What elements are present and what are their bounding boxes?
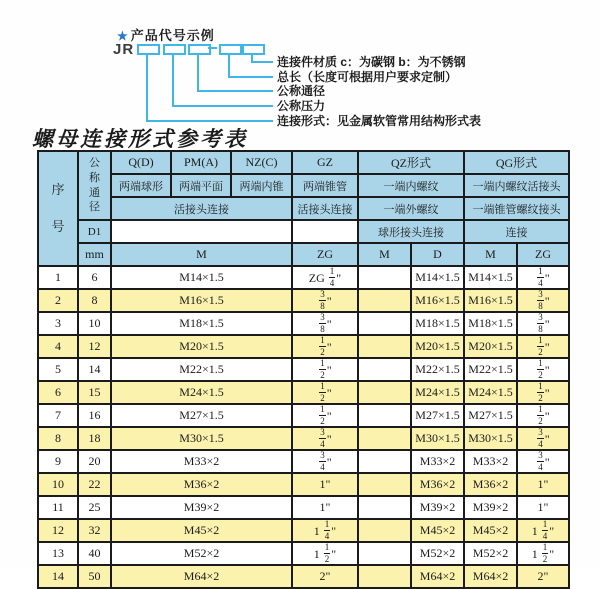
qz-d-value-cell: M27×1.5 bbox=[411, 404, 464, 427]
seq-cell: 8 bbox=[38, 427, 78, 450]
code-dash bbox=[208, 47, 217, 49]
header-nz-code: NZ(C) bbox=[231, 151, 292, 174]
qg-zg-value-cell: $\frac{1}{2}$ " bbox=[517, 358, 569, 381]
seq-cell: 5 bbox=[38, 358, 78, 381]
qg-m-value-cell: M33×2 bbox=[464, 450, 517, 473]
qz-d-value-cell: M36×2 bbox=[411, 473, 464, 496]
qg-m-value-cell: M45×2 bbox=[464, 519, 517, 542]
table-header bbox=[38, 151, 569, 266]
qg-m-value-cell: M24×1.5 bbox=[464, 381, 517, 404]
m-value-cell: M20×1.5 bbox=[111, 335, 292, 358]
diagram-title-text: 产品代号示例 bbox=[130, 28, 215, 43]
table-title: 螺母连接形式参考表 bbox=[32, 126, 248, 151]
star-icon: ★ bbox=[117, 29, 129, 43]
leader-line bbox=[146, 120, 273, 122]
qg-m-value-cell: M30×1.5 bbox=[464, 427, 517, 450]
qz-m-value-cell bbox=[358, 496, 411, 519]
zg-value-cell: $\frac{1}{2}$ " bbox=[292, 381, 358, 404]
code-box-1 bbox=[137, 44, 160, 55]
qg-m-value-cell: M16×1.5 bbox=[464, 289, 517, 312]
table-body bbox=[38, 266, 569, 588]
mm-cell: 22 bbox=[78, 473, 111, 496]
qz-m-value-cell bbox=[358, 404, 411, 427]
code-box-5 bbox=[242, 44, 265, 55]
seq-cell: 12 bbox=[38, 519, 78, 542]
zg-value-cell: 1" bbox=[292, 473, 358, 496]
table-row bbox=[38, 496, 569, 519]
leader-line bbox=[172, 53, 174, 106]
qz-m-value-cell bbox=[358, 473, 411, 496]
table-row bbox=[38, 427, 569, 450]
qg-m-value-cell: M39×2 bbox=[464, 496, 517, 519]
m-value-cell: M22×1.5 bbox=[111, 358, 292, 381]
mm-cell: 14 bbox=[78, 358, 111, 381]
mm-cell: 50 bbox=[78, 565, 111, 588]
qz-d-value-cell: M18×1.5 bbox=[411, 312, 464, 335]
header-qg-desc1: 一端内螺纹活接头 bbox=[464, 174, 569, 197]
leader-line bbox=[197, 90, 273, 92]
label-nominal-diameter: 公称通径 bbox=[277, 84, 326, 98]
table-row bbox=[38, 473, 569, 496]
qz-m-value-cell bbox=[358, 519, 411, 542]
mm-cell: 16 bbox=[78, 404, 111, 427]
mm-cell: 25 bbox=[78, 496, 111, 519]
m-value-cell: M18×1.5 bbox=[111, 312, 292, 335]
m-value-cell: M30×1.5 bbox=[111, 427, 292, 450]
header-qg-code: QG形式 bbox=[464, 151, 569, 174]
m-value-cell: M52×2 bbox=[111, 542, 292, 565]
qg-zg-value-cell: $\frac{3}{4}$ " bbox=[517, 427, 569, 450]
qz-m-value-cell bbox=[358, 266, 411, 289]
qz-d-value-cell: M64×2 bbox=[411, 565, 464, 588]
header-q-code: Q(D) bbox=[111, 151, 171, 174]
zg-value-cell: 1 $\frac{1}{2}$ " bbox=[292, 542, 358, 565]
seq-cell: 7 bbox=[38, 404, 78, 427]
m-value-cell: M14×1.5 bbox=[111, 266, 292, 289]
qg-m-value-cell: M22×1.5 bbox=[464, 358, 517, 381]
header-qg-unit1: M bbox=[464, 243, 517, 266]
qz-d-value-cell: M14×1.5 bbox=[411, 266, 464, 289]
leader-line bbox=[251, 61, 273, 63]
m-value-cell: M64×2 bbox=[111, 565, 292, 588]
seq-cell: 11 bbox=[38, 496, 78, 519]
header-pm-code: PM(A) bbox=[171, 151, 231, 174]
header-blank-cell bbox=[111, 220, 292, 243]
table-row bbox=[38, 289, 569, 312]
qz-m-value-cell bbox=[358, 358, 411, 381]
table-row bbox=[38, 335, 569, 358]
qg-zg-value-cell: 2" bbox=[517, 565, 569, 588]
reference-table bbox=[37, 150, 570, 589]
table-row bbox=[38, 565, 569, 588]
header-m-unit: M bbox=[111, 243, 292, 266]
header-blank-cell bbox=[292, 220, 358, 243]
zg-value-cell: $\frac{1}{2}$ " bbox=[292, 404, 358, 427]
qg-zg-value-cell: $\frac{3}{8}$ " bbox=[517, 312, 569, 335]
label-total-length: 总长（长度可根据用户要求定制） bbox=[277, 70, 458, 84]
mm-cell: 20 bbox=[78, 450, 111, 473]
m-value-cell: M45×2 bbox=[111, 519, 292, 542]
qg-zg-value-cell: 1" bbox=[517, 496, 569, 519]
qg-zg-value-cell: 1 $\frac{1}{4}$ " bbox=[517, 519, 569, 542]
header-union-connection: 活接头连接 bbox=[111, 197, 292, 220]
code-box-3 bbox=[188, 44, 211, 55]
qz-d-value-cell: M24×1.5 bbox=[411, 381, 464, 404]
mm-cell: 18 bbox=[78, 427, 111, 450]
m-value-cell: M39×2 bbox=[111, 496, 292, 519]
qg-zg-value-cell: $\frac{3}{4}$ " bbox=[517, 450, 569, 473]
header-qg-desc2: 一端锥管螺纹接头 bbox=[464, 197, 569, 220]
seq-cell: 6 bbox=[38, 381, 78, 404]
header-pm-desc: 两端平面 bbox=[171, 174, 231, 197]
qg-m-value-cell: M52×2 bbox=[464, 542, 517, 565]
m-value-cell: M27×1.5 bbox=[111, 404, 292, 427]
zg-value-cell: $\frac{3}{8}$ " bbox=[292, 312, 358, 335]
qg-zg-value-cell: $\frac{1}{2}$ " bbox=[517, 335, 569, 358]
zg-value-cell: $\frac{3}{4}$ " bbox=[292, 450, 358, 473]
qg-m-value-cell: M20×1.5 bbox=[464, 335, 517, 358]
header-qg-unit2: ZG bbox=[517, 243, 569, 266]
label-connection-form: 连接形式：见金属软管常用结构形式表 bbox=[277, 114, 482, 128]
mm-cell: 15 bbox=[78, 381, 111, 404]
header-qz-unit2: D bbox=[411, 243, 464, 266]
seq-cell: 1 bbox=[38, 266, 78, 289]
zg-value-cell: $\frac{1}{2}$ " bbox=[292, 358, 358, 381]
table-row bbox=[38, 266, 569, 289]
code-prefix: JR bbox=[113, 41, 135, 58]
leader-line bbox=[197, 53, 199, 91]
code-box-4 bbox=[219, 44, 242, 55]
qz-m-value-cell bbox=[358, 450, 411, 473]
m-value-cell: M36×2 bbox=[111, 473, 292, 496]
qg-zg-value-cell: 1" bbox=[517, 473, 569, 496]
leader-line bbox=[146, 53, 148, 121]
m-value-cell: M33×2 bbox=[111, 450, 292, 473]
header-qz-desc1: 一端内螺纹 bbox=[358, 174, 464, 197]
qz-d-value-cell: M22×1.5 bbox=[411, 358, 464, 381]
header-q-desc: 两端球形 bbox=[111, 174, 171, 197]
qg-m-value-cell: M27×1.5 bbox=[464, 404, 517, 427]
qg-zg-value-cell: $\frac{1}{2}$ " bbox=[517, 381, 569, 404]
qg-m-value-cell: M18×1.5 bbox=[464, 312, 517, 335]
mm-cell: 8 bbox=[78, 289, 111, 312]
mm-cell: 10 bbox=[78, 312, 111, 335]
qz-m-value-cell bbox=[358, 427, 411, 450]
seq-cell: 10 bbox=[38, 473, 78, 496]
qg-zg-value-cell: 1 $\frac{1}{2}$ " bbox=[517, 542, 569, 565]
qz-m-value-cell bbox=[358, 335, 411, 358]
qz-d-value-cell: M52×2 bbox=[411, 542, 464, 565]
header-nominal-diameter: 公 称 通 径 bbox=[78, 151, 111, 220]
header-gz-desc: 两端锥管 bbox=[292, 174, 358, 197]
header-gz-code: GZ bbox=[292, 151, 358, 174]
leader-line bbox=[228, 76, 273, 78]
qz-m-value-cell bbox=[358, 565, 411, 588]
table-row bbox=[38, 312, 569, 335]
qz-d-value-cell: M45×2 bbox=[411, 519, 464, 542]
qz-d-value-cell: M33×2 bbox=[411, 450, 464, 473]
header-gz-unit: ZG bbox=[292, 243, 358, 266]
qg-m-value-cell: M36×2 bbox=[464, 473, 517, 496]
leader-line bbox=[172, 105, 273, 107]
header-qz-connection: 球形接头连接 bbox=[358, 220, 464, 243]
qz-d-value-cell: M30×1.5 bbox=[411, 427, 464, 450]
seq-cell: 14 bbox=[38, 565, 78, 588]
seq-cell: 9 bbox=[38, 450, 78, 473]
qg-m-value-cell: M14×1.5 bbox=[464, 266, 517, 289]
header-seq: 序 号 bbox=[38, 151, 78, 266]
label-nominal-pressure: 公称压力 bbox=[277, 99, 326, 113]
qz-m-value-cell bbox=[358, 312, 411, 335]
qz-m-value-cell bbox=[358, 542, 411, 565]
zg-value-cell: ZG $\frac{1}{4}$ " bbox=[292, 266, 358, 289]
table-row bbox=[38, 381, 569, 404]
header-qz-desc2: 一端外螺纹 bbox=[358, 197, 464, 220]
qz-d-value-cell: M16×1.5 bbox=[411, 289, 464, 312]
header-d1: D1 bbox=[78, 220, 111, 243]
table-row bbox=[38, 542, 569, 565]
qg-m-value-cell: M64×2 bbox=[464, 565, 517, 588]
qg-zg-value-cell: $\frac{1}{4}$ " bbox=[517, 266, 569, 289]
table-row bbox=[38, 404, 569, 427]
zg-value-cell: $\frac{3}{4}$ " bbox=[292, 427, 358, 450]
zg-value-cell: 1" bbox=[292, 496, 358, 519]
mm-cell: 32 bbox=[78, 519, 111, 542]
zg-value-cell: $\frac{3}{8}$ " bbox=[292, 289, 358, 312]
seq-cell: 3 bbox=[38, 312, 78, 335]
table-row bbox=[38, 519, 569, 542]
seq-cell: 13 bbox=[38, 542, 78, 565]
qg-zg-value-cell: $\frac{3}{8}$ " bbox=[517, 289, 569, 312]
header-mm: mm bbox=[78, 243, 111, 266]
header-gz-connection: 活接头连接 bbox=[292, 197, 358, 220]
mm-cell: 6 bbox=[78, 266, 111, 289]
header-nz-desc: 两端内锥 bbox=[231, 174, 292, 197]
mm-cell: 12 bbox=[78, 335, 111, 358]
leader-line bbox=[228, 53, 230, 77]
qz-m-value-cell bbox=[358, 289, 411, 312]
qg-zg-value-cell: $\frac{1}{2}$ " bbox=[517, 404, 569, 427]
zg-value-cell: $\frac{1}{2}$ " bbox=[292, 335, 358, 358]
seq-cell: 4 bbox=[38, 335, 78, 358]
qz-d-value-cell: M39×2 bbox=[411, 496, 464, 519]
header-qg-connection: 连接 bbox=[464, 220, 569, 243]
header-qz-unit1: M bbox=[358, 243, 411, 266]
code-box-2 bbox=[163, 44, 186, 55]
label-connector-material: 连接件材质 c：为碳钢 b：为不锈钢 bbox=[277, 55, 466, 69]
m-value-cell: M16×1.5 bbox=[111, 289, 292, 312]
table-row bbox=[38, 358, 569, 381]
mm-cell: 40 bbox=[78, 542, 111, 565]
zg-value-cell: 2" bbox=[292, 565, 358, 588]
qz-m-value-cell bbox=[358, 381, 411, 404]
m-value-cell: M24×1.5 bbox=[111, 381, 292, 404]
seq-cell: 2 bbox=[38, 289, 78, 312]
qz-d-value-cell: M20×1.5 bbox=[411, 335, 464, 358]
table-row bbox=[38, 450, 569, 473]
header-qz-code: QZ形式 bbox=[358, 151, 464, 174]
zg-value-cell: 1 $\frac{1}{4}$ " bbox=[292, 519, 358, 542]
